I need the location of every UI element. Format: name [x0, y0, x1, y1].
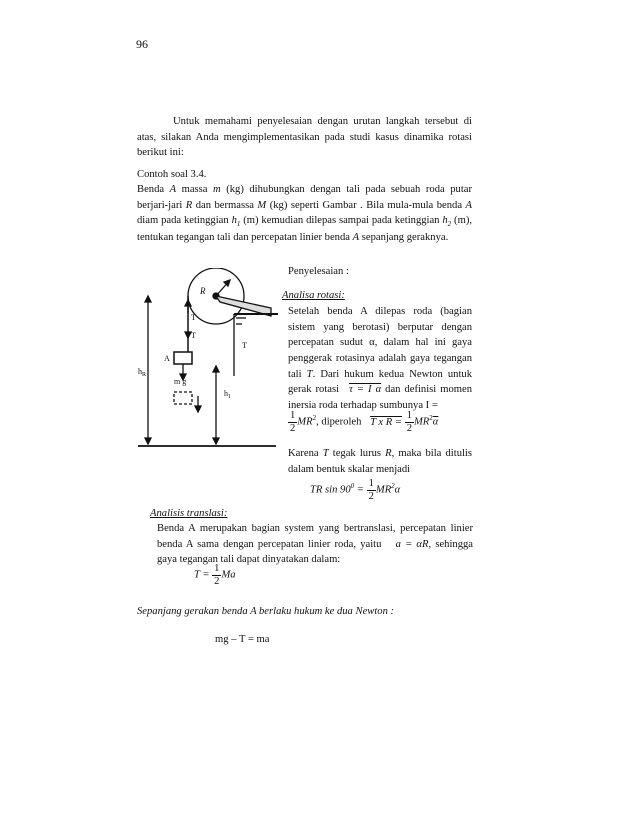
example-title: Contoh soal 3.4.: [137, 169, 207, 180]
solution-heading: Penyelesaian :: [288, 266, 349, 277]
label-mg: m g: [174, 377, 187, 386]
example-paragraph: Benda A massa m (kg) dihubungkan dengan tali pada sebuah roda putar berjari-jari R dan bermassa M (kg) seperti Gambar . Bila mula-mula benda A diam pada ketinggian $h_1$ (m) kemudian dilepas sampai pada ketinggian $h_2$ (m), tentukan tegangan tali dan percepatan linier benda A sepanjang geraknya.: [137, 184, 473, 243]
rotation-title: Analisa rotasi:: [282, 290, 345, 301]
rotation-text: Setelah benda A dilepas roda (bagian sistem yang berotasi) berputar dengan percepatan sudut α, dalam hal ini gaya penggerak rotasinya adalah gaya tegangan tali T. Dari hukum kedua Newton untuk gerak rotasi τ = I α dan definisi momen inersia roda terhadap sumbunya I =: [288, 306, 473, 412]
label-h1: $h_1$: [224, 389, 231, 400]
eq-tau: τ = I α: [349, 384, 382, 396]
label-A: A: [164, 354, 170, 363]
block-A: [174, 352, 192, 364]
label-T-lower: T: [191, 331, 196, 340]
tension-equation: T = $\frac{1}{2}$ Ma: [194, 563, 236, 587]
label-R: R: [200, 286, 206, 296]
page-number: 96: [136, 37, 148, 51]
newton-equation: mg – T = ma: [215, 634, 270, 645]
newton-text: Sepanjang gerakan benda A berlaku hukum ke dua Newton :: [137, 606, 395, 617]
translation-title: Analisis translasi:: [150, 508, 228, 519]
label-T-wall: T: [242, 341, 247, 350]
inertia-equation: $\frac{1}{2}$ $MR^2$, diperoleh T x R = $\frac{1}{2}$ $MR^2\overline{\alpha}$: [290, 410, 439, 434]
scalar-equation: TR $\sin 90^0$ = $\frac{1}{2}$ $MR^2\alpha$: [310, 478, 401, 502]
label-T-upper: T: [191, 313, 196, 322]
intro-paragraph: Untuk memahami penyelesaian dengan urutan langkah tersebut di atas, silakan Anda mengimplementasikan pada studi kasus dinamika rotasi berikut ini:: [137, 116, 472, 159]
pulley-diagram: [138, 268, 278, 450]
translation-text: Benda A merupakan bagian system yang bertranslasi, percepatan linier benda A sama dengan percepatan linier roda, yaitu a = αR, sehingga gaya tegangan tali dapat dinyatakan dalam:: [157, 523, 473, 566]
rotation-scalar-text: Karena T tegak lurus R, maka bila ditulis dalam bentuk skalar menjadi: [288, 448, 472, 475]
label-hR: $h_R$: [138, 367, 147, 378]
